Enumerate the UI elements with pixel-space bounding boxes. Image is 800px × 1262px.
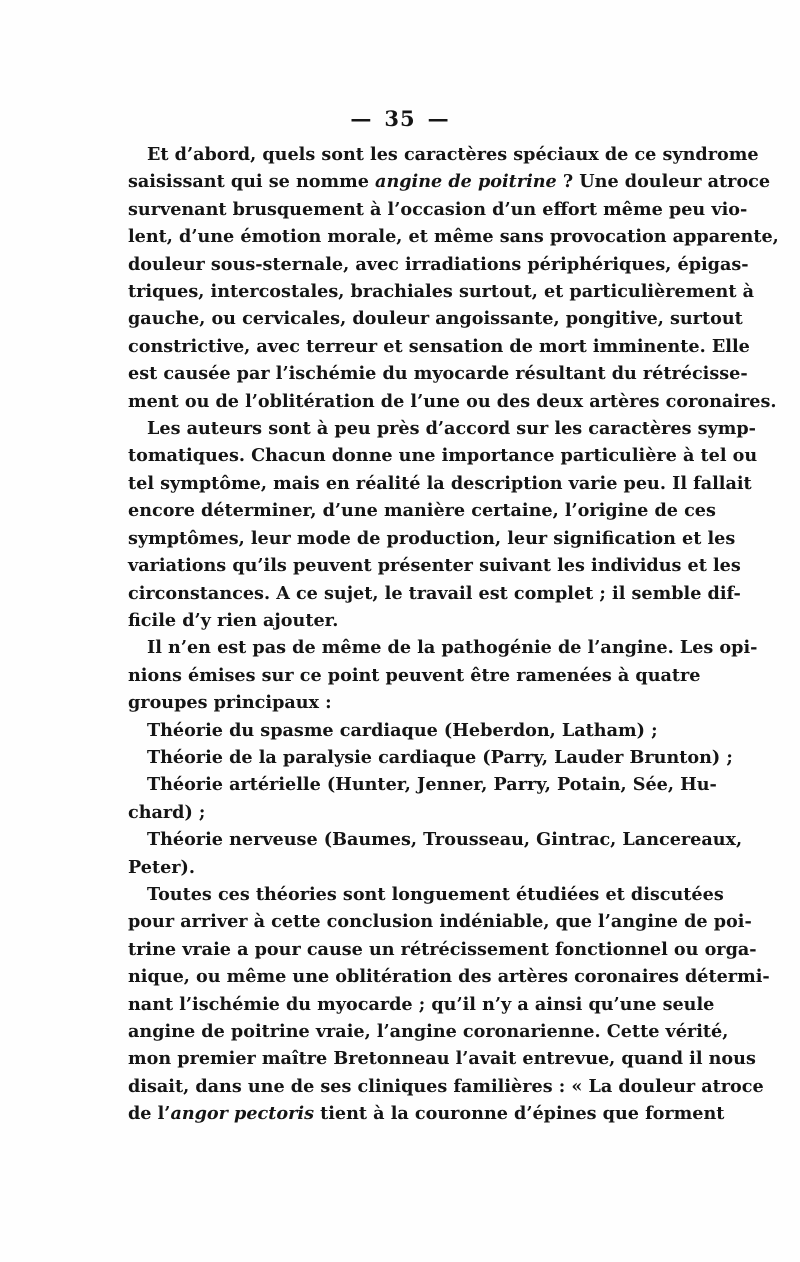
text-line: est causée par l’ischémie du myocarde résultant du rétrécisse-	[128, 363, 748, 385]
text-line: Théorie nerveuse (Baumes, Trousseau, Gintrac, Lancereaux,	[147, 829, 743, 851]
text-line: chard) ;	[128, 801, 206, 823]
text-line: survenant brusquement à l’occasion d’un effort même peu vio-	[128, 198, 748, 220]
text-line: angine de poitrine vraie, l’angine coronarienne. Cette vérité,	[128, 1021, 729, 1042]
text-line: nions émises sur ce point peuvent être ramenées à quatre	[128, 664, 701, 686]
text-line: mon premier maître Bretonneau l’avait entrevue, quand il nous	[128, 1048, 756, 1070]
body-text	[128, 141, 779, 1128]
text-line: nique, ou même une oblitération des artères coronaires détermi-	[128, 966, 770, 988]
page-number-value: 35	[384, 106, 416, 131]
text-line: Peter).	[128, 856, 195, 878]
term-angine-de-poitrine: angine de poitrine	[375, 171, 557, 193]
text-line: gauche, ou cervicales, douleur angoissante, pongitive, surtout	[128, 308, 743, 330]
text-line: de l’angor pectoris tient à la couronne d’épines que forment	[128, 1103, 725, 1125]
text-line: encore déterminer, d’une manière certaine, l’origine de ces	[128, 500, 716, 522]
text-line: Et d’abord, quels sont les caractères spéciaux de ce syndrome	[147, 144, 759, 165]
text-line: trine vraie a pour cause un rétrécissement fonctionnel ou orga-	[128, 938, 757, 960]
page-number-dash-right: —	[427, 106, 450, 131]
page-number	[0, 106, 800, 131]
text-line: Théorie artérielle (Hunter, Jenner, Parry, Potain, Sée, Hu-	[147, 774, 717, 796]
text-line: Toutes ces théories sont longuement étudiées et discutées	[147, 883, 724, 905]
text-line: tel symptôme, mais en réalité la description varie peu. Il fallait	[128, 472, 752, 494]
text-line: nant l’ischémie du myocarde ; qu’il n’y a ainsi qu’une seule	[128, 993, 715, 1015]
text-line: constrictive, avec terreur et sensation de mort imminente. Elle	[128, 335, 750, 357]
text-line: variations qu’ils peuvent présenter suivant les individus et les	[128, 555, 741, 577]
text-line: lent, d’une émotion morale, et même sans provocation apparente,	[128, 226, 779, 248]
text-line: groupes principaux :	[128, 692, 332, 714]
text-line: ment ou de l’oblitération de l’une ou des deux artères coronaires.	[128, 390, 777, 412]
text-line: Théorie du spasme cardiaque (Heberdon, Latham) ;	[147, 719, 658, 741]
text-line: tomatiques. Chacun donne une importance particulière à tel ou	[128, 445, 758, 467]
term-angor-pectoris: angor pectoris	[170, 1103, 314, 1125]
page-number-dash-left: —	[350, 106, 373, 131]
text-line: triques, intercostales, brachiales surtout, et particulièrement à	[128, 281, 754, 303]
text-line: Les auteurs sont à peu près d’accord sur les caractères symp-	[147, 418, 756, 440]
text-line: circonstances. A ce sujet, le travail est complet ; il semble dif-	[128, 582, 741, 604]
text-line: ficile d’y rien ajouter.	[128, 609, 339, 631]
text-line: pour arriver à cette conclusion indéniable, que l’angine de poi-	[128, 911, 752, 933]
text-line: symptômes, leur mode de production, leur signification et les	[128, 527, 736, 549]
text-line: douleur sous-sternale, avec irradiations périphériques, épigas-	[128, 253, 749, 275]
text-line: Théorie de la paralysie cardiaque (Parry, Lauder Brunton) ;	[147, 746, 733, 768]
text-line: saisissant qui se nomme angine de poitrine ? Une douleur atroce	[128, 171, 771, 193]
text-line: disait, dans une de ses cliniques familières : « La douleur atroce	[128, 1075, 764, 1097]
text-line: Il n’en est pas de même de la pathogénie de l’angine. Les opi-	[147, 637, 758, 659]
